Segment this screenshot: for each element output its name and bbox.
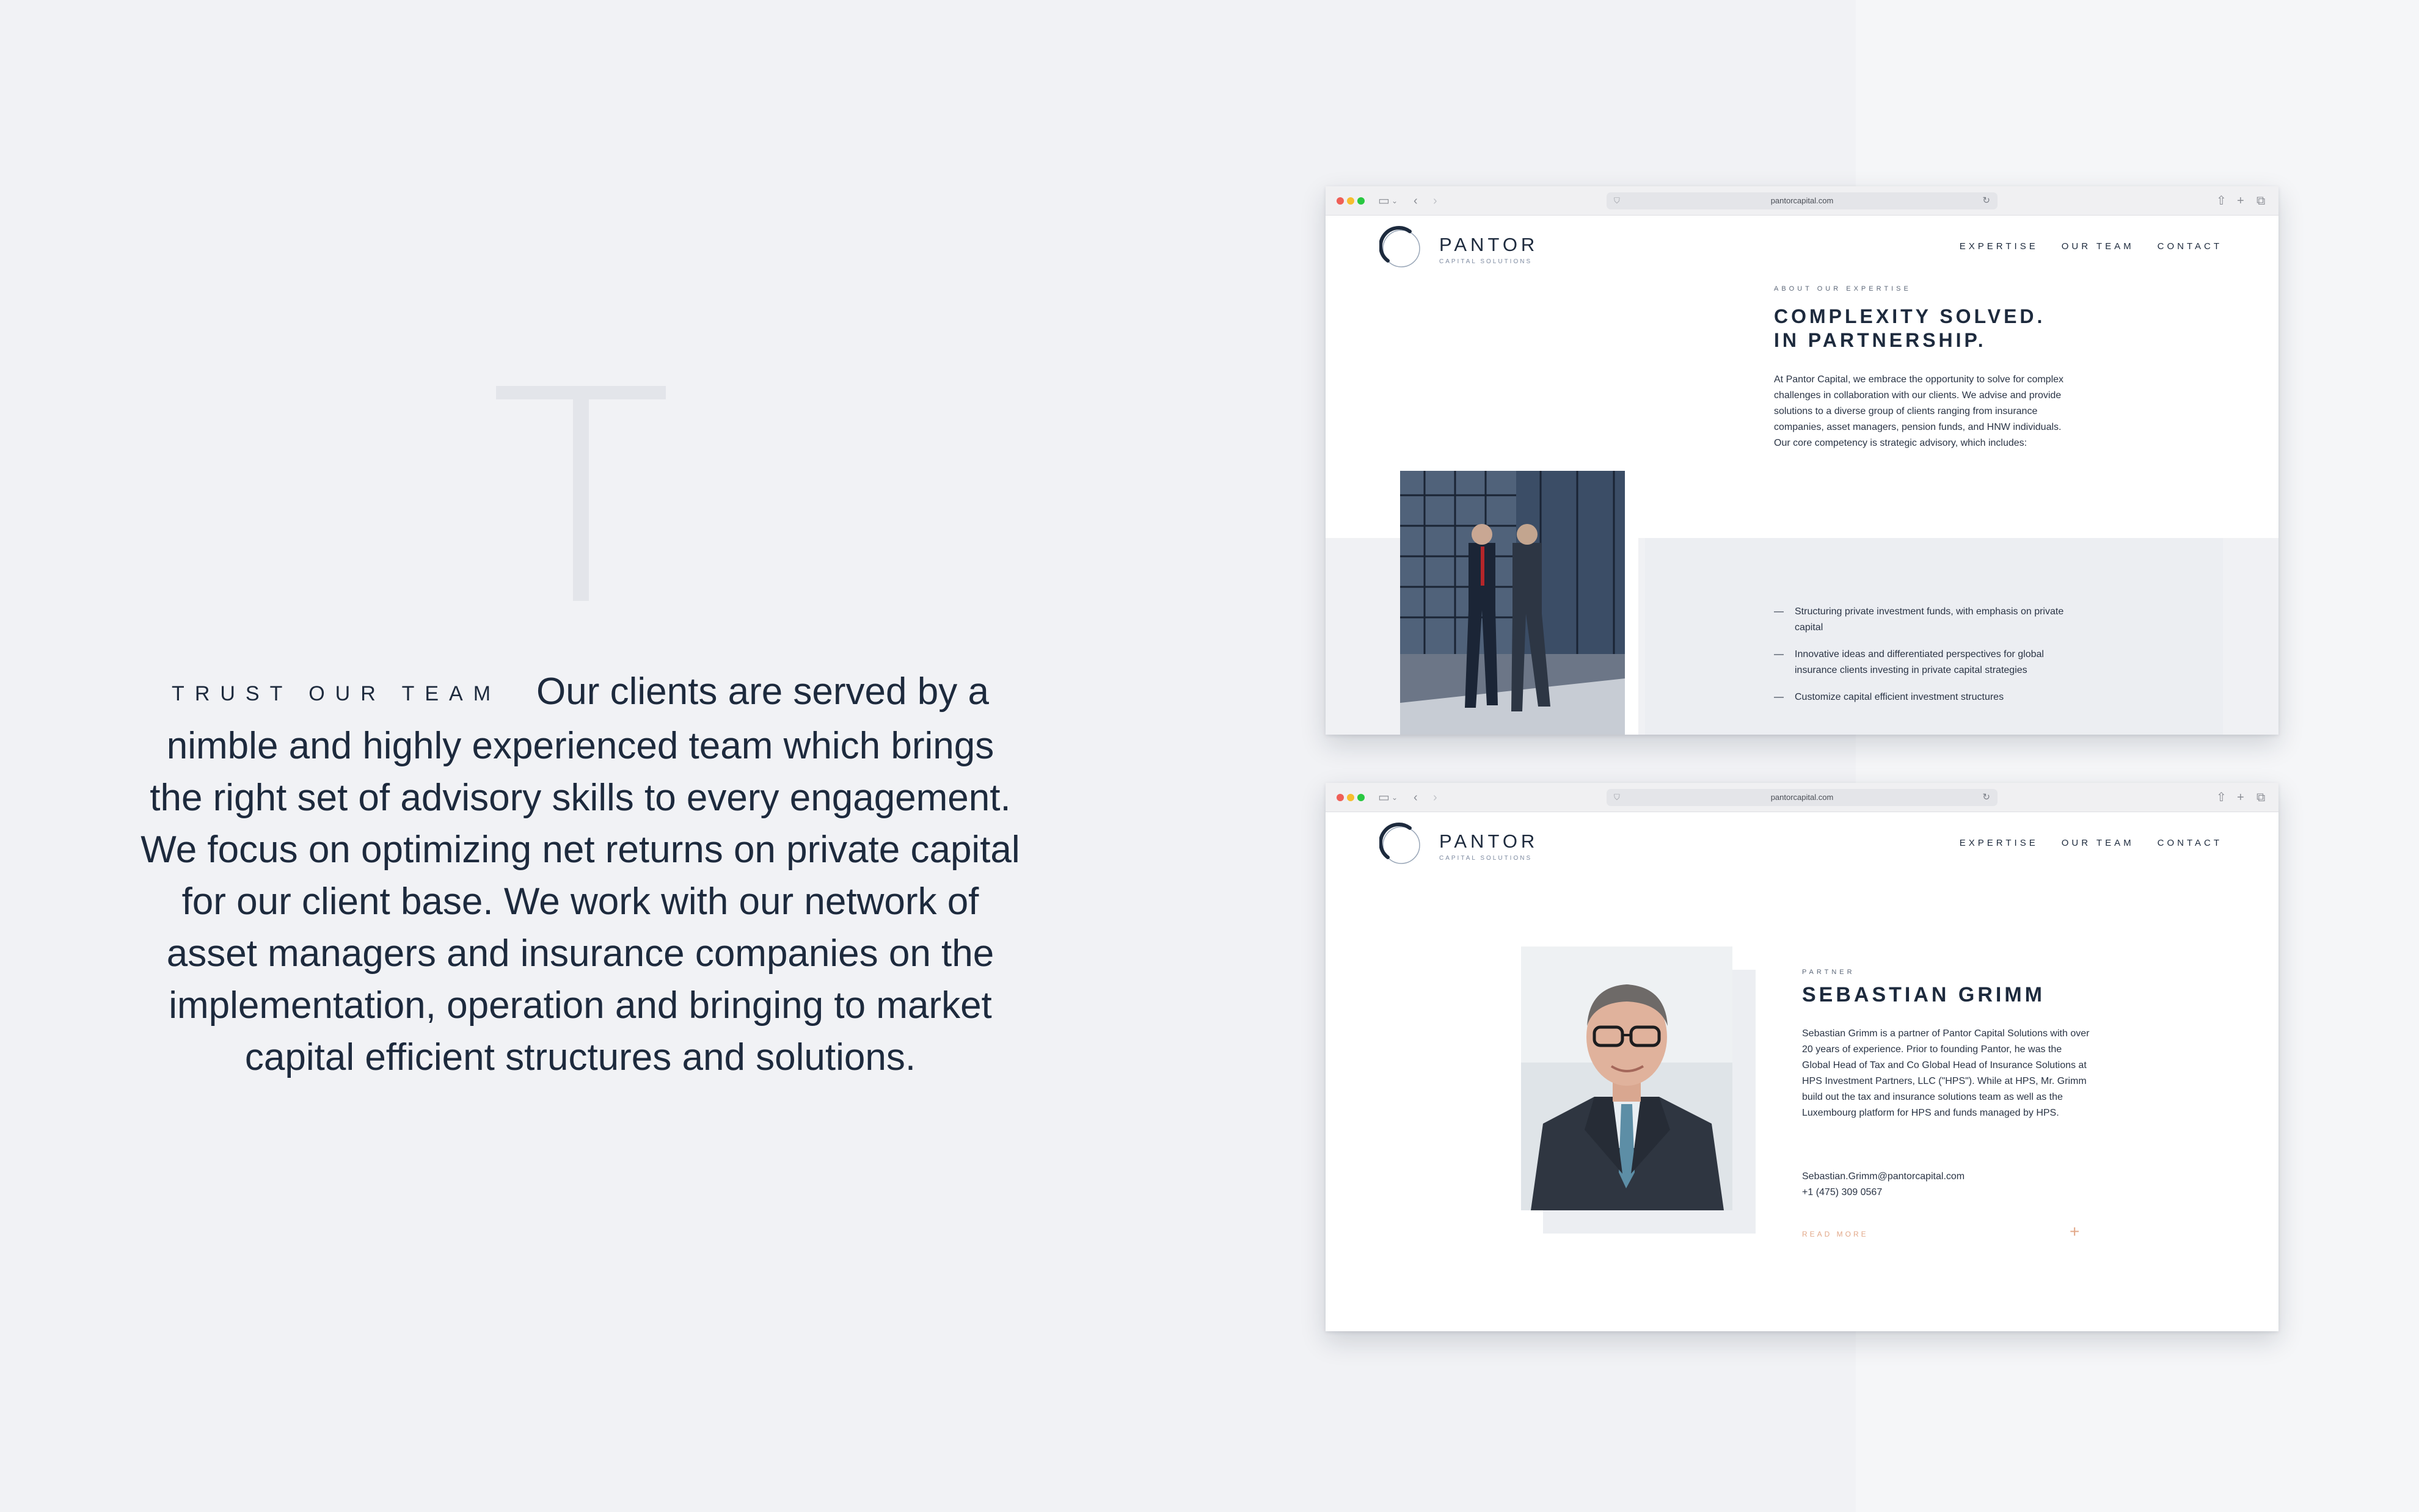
partner-bio: Sebastian Grimm is a partner of Pantor Capital Solutions with over 20 years of experience. Prior to founding Pantor, he was the Global Head of Tax and Co Global Head of Insurance Solutions at HPS Investment Partners, LLC ("HPS"). While at HPS, Mr. Grimm build out the tax and insurance solutions team as well as the Luxembourg platform for HPS and funds managed by HPS. [1802, 1028, 2090, 1118]
list-dash: — [1774, 649, 1784, 660]
list-item-text: Structuring private investment funds, with emphasis on private capital [1795, 606, 2064, 633]
partner-name: SEBASTIAN GRIMM [1802, 983, 2045, 1006]
logo-ring-icon [1379, 225, 1423, 269]
logo-wordmark: PANTOR [1439, 234, 1539, 255]
nav-item-expertise[interactable]: EXPERTISE [1959, 241, 2038, 252]
address-bar[interactable] [1607, 789, 1998, 806]
browser-window-expertise [1326, 186, 2279, 735]
list-dash: — [1774, 692, 1784, 702]
back-icon[interactable]: ‹ [1414, 791, 1418, 804]
letter-t-stem [573, 386, 589, 601]
browser-toolbar [1326, 783, 2279, 812]
new-tab-icon[interactable]: + [2237, 791, 2244, 804]
lock-icon: ⛉ [1614, 793, 1620, 802]
nav-item-contact[interactable]: CONTACT [2157, 838, 2222, 848]
zoom-window-button[interactable] [1357, 197, 1365, 205]
read-more-link[interactable]: READ MORE [1802, 1230, 1869, 1238]
close-window-button[interactable] [1337, 197, 1344, 205]
share-icon[interactable]: ⇧ [2216, 791, 2227, 804]
back-icon[interactable]: ‹ [1414, 194, 1418, 208]
chevron-down-icon[interactable]: ⌄ [1392, 793, 1398, 802]
address-bar[interactable] [1607, 192, 1998, 209]
decorative-letter-t [496, 386, 666, 601]
pantor-logo[interactable] [1379, 822, 1550, 871]
section-heading [1774, 305, 2116, 352]
heading-line-1: COMPLEXITY SOLVED. [1774, 305, 2046, 327]
page-expertise [1326, 216, 2279, 735]
logo-ring-icon [1379, 822, 1423, 866]
share-icon[interactable]: ⇧ [2216, 194, 2227, 208]
sebastian-grimm-portrait [1521, 947, 1732, 1210]
list-item [1774, 604, 2079, 636]
main-nav [1960, 241, 2222, 252]
sidebar-toggle-icon[interactable]: ▭ [1378, 791, 1390, 804]
list-item-text: Customize capital efficient investment structures [1795, 692, 2004, 702]
heading-line-2: IN PARTNERSHIP. [1774, 329, 1987, 351]
intro-eyebrow: TRUST OUR TEAM [172, 682, 502, 705]
reload-icon[interactable]: ↻ [1982, 195, 1990, 206]
section-eyebrow: ABOUT OUR EXPERTISE [1774, 285, 1911, 293]
list-item [1774, 647, 2079, 678]
tab-overview-icon[interactable]: ⧉ [2257, 791, 2266, 804]
page-team [1326, 812, 2279, 1331]
browser-window-team [1326, 783, 2279, 1331]
white-gutter [1625, 538, 1638, 735]
list-item [1774, 689, 2079, 705]
logo-wordmark: PANTOR [1439, 831, 1539, 852]
browser-toolbar [1326, 186, 2279, 216]
list-dash: — [1774, 606, 1784, 617]
nav-item-our-team[interactable]: OUR TEAM [2061, 241, 2134, 252]
partner-phone-link[interactable]: +1 (475) 309 0567 [1802, 1187, 1883, 1198]
minimize-window-button[interactable] [1347, 197, 1354, 205]
pantor-logo[interactable] [1379, 225, 1550, 274]
sidebar-toggle-icon[interactable]: ▭ [1378, 194, 1390, 208]
address-bar-url: pantorcapital.com [1770, 793, 1834, 802]
forward-icon[interactable]: › [1433, 194, 1437, 208]
logo-tagline: CAPITAL SOLUTIONS [1439, 258, 1533, 265]
chevron-down-icon[interactable]: ⌄ [1392, 197, 1398, 205]
zoom-window-button[interactable] [1357, 794, 1365, 801]
nav-item-our-team[interactable]: OUR TEAM [2061, 838, 2134, 848]
section-body: At Pantor Capital, we embrace the opportunity to solve for complex challenges in collaboration with our clients. We advise and provide solutions to a diverse group of clients ranging from insurance companies, asset managers, pension funds, and HNW individuals. Our core competency is strategic advisory, which includes: [1774, 374, 2064, 448]
role-eyebrow: PARTNER [1802, 969, 1855, 976]
minimize-window-button[interactable] [1347, 794, 1354, 801]
lock-icon: ⛉ [1614, 196, 1620, 205]
tab-overview-icon[interactable]: ⧉ [2257, 194, 2266, 208]
main-nav [1960, 838, 2222, 848]
partner-email-link[interactable]: Sebastian.Grimm@pantorcapital.com [1802, 1171, 1965, 1182]
intro-text: Our clients are served by a nimble and highly experienced team which brings the right set of advisory skills to every engagement. We focus on optimizing net returns on private capital for our client base. We work with our network of asset managers and insurance companies on the implementation, operation and bringing to market capital efficient structures and solutions. [140, 671, 1020, 1078]
list-item-text: Innovative ideas and differentiated perspectives for global insurance clients investing in private capital strategies [1795, 649, 2044, 675]
reload-icon[interactable]: ↻ [1982, 792, 1990, 802]
logo-tagline: CAPITAL SOLUTIONS [1439, 855, 1533, 862]
partners-walking-photo [1400, 471, 1625, 735]
intro-paragraph [140, 666, 1020, 1083]
nav-item-contact[interactable]: CONTACT [2157, 241, 2222, 252]
expertise-list [1774, 604, 2079, 716]
nav-item-expertise[interactable]: EXPERTISE [1959, 838, 2038, 848]
address-bar-url: pantorcapital.com [1770, 196, 1834, 205]
forward-icon[interactable]: › [1433, 791, 1437, 804]
expand-plus-icon[interactable]: + [2070, 1222, 2080, 1241]
new-tab-icon[interactable]: + [2237, 194, 2244, 208]
close-window-button[interactable] [1337, 794, 1344, 801]
